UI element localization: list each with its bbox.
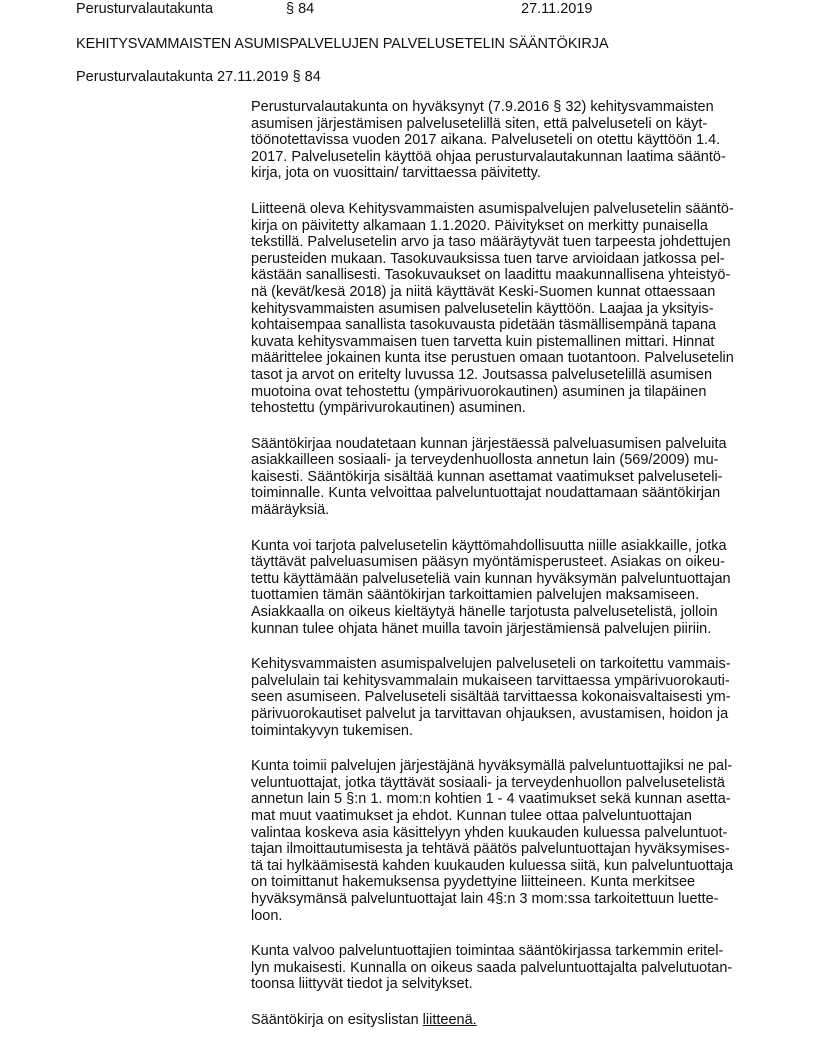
header-date: 27.11.2019 [521,1,593,17]
attachment-link[interactable]: liitteenä. [422,1011,477,1028]
paragraph [251,436,811,519]
paragraph-line: perusteiden mukaan. Tasokuvauksissa tuen tarve arvioidaan jatkossa pel- [251,250,725,267]
paragraph-line: kirja on päivitetty alkamaan 1.1.2020. Päivitykset on merkitty punaisella [251,217,708,234]
header-board: Perusturvalautakunta [76,1,214,17]
paragraph-line: kuvata kehitysvammaisen tuen tarvetta kuin pistemallinen mittari. Hinnat [251,333,715,350]
paragraph-line: tuottamien tämän sääntökirjan tarkoittamien palvelujen maksamiseen. [251,587,700,604]
paragraph-line: tettu käyttämään palveluseteliä vain kunnan hyväksymän palveluntuottajan [251,570,731,587]
paragraph [251,943,811,993]
paragraph-line: tehostettu (ympärivurokautinen) asuminen. [251,400,526,417]
paragraph-line: tekstillä. Palvelusetelin arvo ja taso määräytyvät tuen tarpeesta johdettujen [251,234,731,251]
paragraph-line: tasot ja arvot on eritelty luvussa 12. Joutsassa palvelusetelillä asumisen [251,366,713,383]
paragraph-list [251,99,811,993]
paragraph-line: loon. [251,907,283,924]
paragraph-line: lyn mukaisesti. Kunnalla on oikeus saada palveluntuottajalta palvelutuotan- [251,959,733,976]
paragraph-line: hyväksymänsä palveluntuottajat lain 4§:n 3 mom:ssa tarkoitettuun luette- [251,890,719,907]
paragraph-line: 2017. Palvelusetelin käyttöä ohjaa perusturvalautakunnan laatima sääntö- [251,148,726,165]
paragraph-line: toimintakyvyn tukemisen. [251,722,413,739]
document-body [251,99,811,1048]
paragraph-line: veluntuottajat, jotka täyttävät sosiaali- ja terveydenhuollon palvelusetelistä [251,774,725,791]
header-section: § 84 [286,1,315,17]
paragraph-line: kohtaisempaa sanallista tasokuvausta pidetään täsmällisempänä tapana [251,317,717,334]
paragraph-line: Kehitysvammaisten asumispalvelujen palveluseteli on tarkoitettu vammais- [251,656,731,673]
paragraph [251,538,811,638]
paragraph-line: kirja, jota on vuosittain/ tarvittaessa päivitetty. [251,165,541,182]
paragraph-line: tajan ilmoittautumisesta ja tehtävä päätös palveluntuottajan hyväksymises- [251,841,730,858]
paragraph-line: asumisen järjestämisen palvelusetelillä siten, että palveluseteli on käyt- [251,115,708,132]
paragraph-line: Sääntökirjaa noudatetaan kunnan järjestäessä palveluasumisen palveluita [251,435,727,452]
paragraph-line: kunnan tulee ohjata hänet muilla tavoin järjestämiensä palvelujen piiriin. [251,620,712,637]
paragraph [251,656,811,739]
closing-text: Sääntökirja on esityslistan [251,1011,423,1028]
paragraph [251,758,811,924]
paragraph-line: tä tai hylkäämisestä kahden kuukauden kuluessa siitä, kun palveluntuottaja [251,857,734,874]
paragraph-line: annetun lain 5 §:n 1. mom:n kohtien 1 - 4 vaatimukset sekä kunnan asetta- [251,791,731,808]
paragraph-line: Perusturvalautakunta on hyväksynyt (7.9.2016 § 32) kehitysvammaisten [251,99,714,115]
paragraph-line: Asiakkaalla on oikeus kieltäytyä hänelle tarjotusta palvelusetelistä, jolloin [251,604,718,621]
paragraph-line: seen asumiseen. Palveluseteli sisältää tarvittaessa kokonaisvaltaisesti ym- [251,689,731,706]
paragraph-line: toonsa liittyvät tiedot ja selvitykset. [251,976,473,993]
paragraph-line: Kunta toimii palvelujen järjestäjänä hyväksymällä palveluntuottajiksi ne pal- [251,758,733,775]
paragraph-line: mat muut vaatimukset ja ehdot. Kunnan tulee ottaa palveluntuottajan [251,807,692,824]
paragraph-line: Liitteenä oleva Kehitysvammaisten asumispalvelujen palvelusetelin sääntö- [251,200,734,217]
paragraph-line: pärivuorokautiset palvelut ja tarvittavan ohjauksen, avustamisen, hoidon ja [251,706,729,722]
paragraph-line: kehitysvammaisten asumisen palvelusetelin käyttöön. Laajaa ja yksityis- [251,300,714,317]
meeting-reference: Perusturvalautakunta 27.11.2019 § 84 [76,69,321,85]
paragraph-line: muotoina ovat tehostettu (ympärivuorokautinen) asuminen ja tilapäinen [251,383,707,400]
paragraph-line: määräyksiä. [251,502,330,519]
paragraph-line: nä (kevät/kesä 2018) ja niitä käyttävät Keski-Suomen kunnat ottaessaan [251,283,716,300]
paragraph-line: asiakkailleen sosiaali- ja terveydenhuollosta annetun lain (569/2009) mu- [251,452,719,469]
paragraph [251,99,811,182]
paragraph [251,201,811,417]
paragraph-line: Kunta valvoo palveluntuottajien toimintaa sääntökirjassa tarkemmin eritel- [251,943,724,960]
paragraph-line: toiminnalle. Kunta velvoittaa palveluntuottajat noudattamaan sääntökirjan [251,485,721,502]
paragraph-line: täyttävät palveluasumisen pääsyn myöntämisperusteet. Asiakas on oikeu- [251,554,725,571]
closing-line [251,1012,811,1029]
closing-paragraph [251,1012,811,1029]
paragraph-line: Kunta voi tarjota palvelusetelin käyttömahdollisuutta niille asiakkaille, jotka [251,537,727,554]
paragraph-line: kästään sanallisesti. Tasokuvaukset on laadittu maakunnallisena yhteistyö- [251,267,731,284]
paragraph-line: määrittelee jokainen kunta itse perustuen omaan tuotantoon. Palvelusetelin [251,350,734,367]
document-title: KEHITYSVAMMAISTEN ASUMISPALVELUJEN PALVELUSETELIN SÄÄNTÖKIRJA [76,36,609,52]
paragraph-line: töönotettavissa vuoden 2017 aikana. Palveluseteli on otettu käyttöön 1.4. [251,132,721,149]
paragraph-line: palvelulain tai kehitysvammalain mukaiseen tarvittaessa ympärivuorokauti- [251,672,730,689]
paragraph-line: kaisesti. Sääntökirja sisältää kunnan asettamat vaatimukset palveluseteli- [251,468,723,485]
paragraph-line: valintaa koskeva asia käsittelyyn yhden kuukauden kuluessa palveluntuot- [251,824,728,841]
paragraph-line: on toimittanut hakemuksensa pyydettyine liitteineen. Kunta merkitsee [251,874,696,891]
